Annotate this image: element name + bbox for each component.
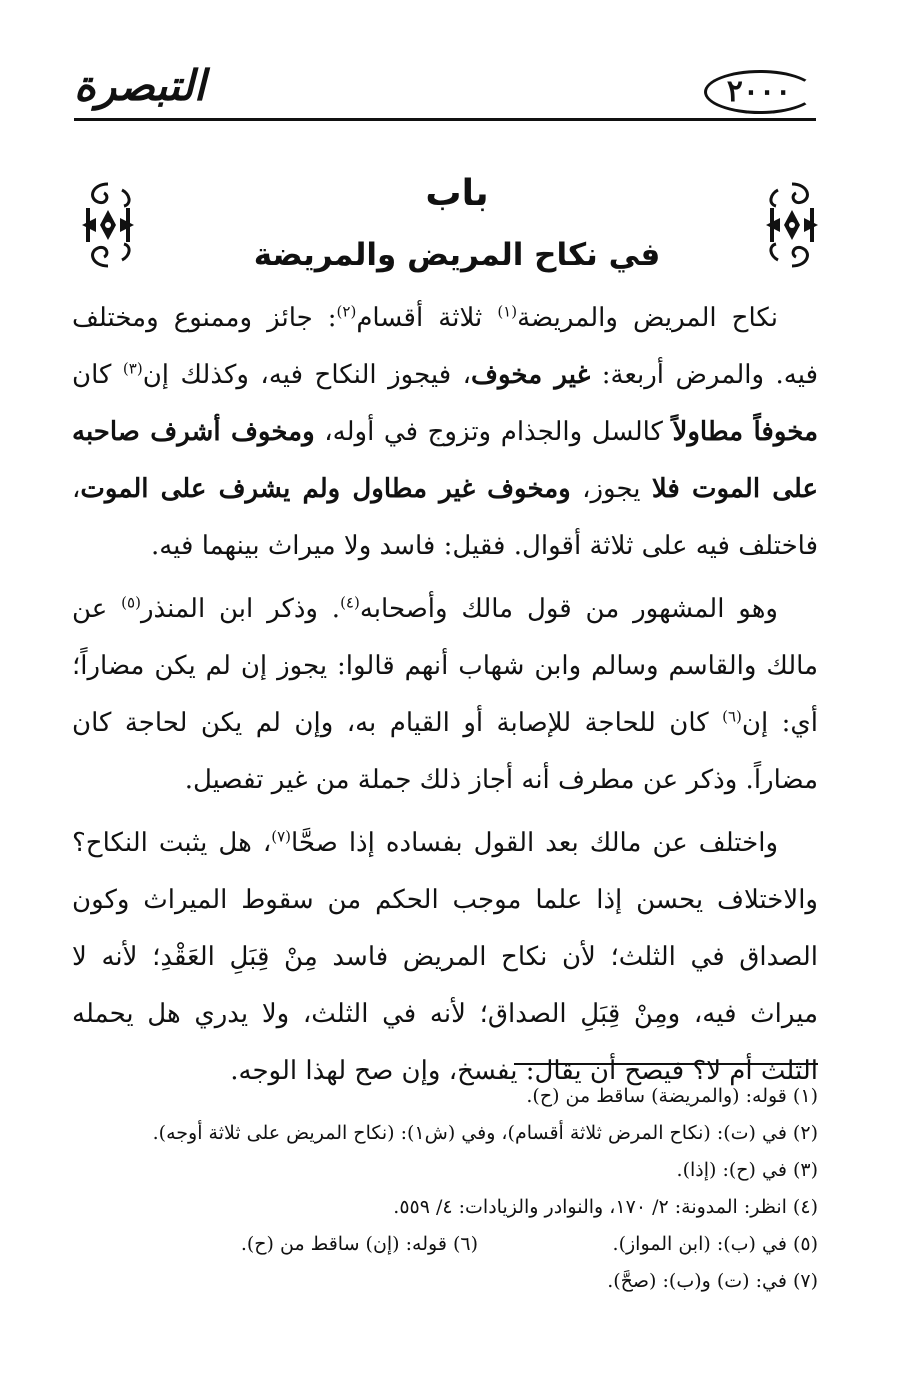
bold-term: ومخوف أشرف صاحبه على الموت فلا <box>72 417 818 504</box>
running-title: التبصرة <box>74 61 206 110</box>
footnote-ref: (٤) <box>340 593 360 612</box>
text-run: ، فاختلف فيه على ثلاثة أقوال. <box>72 474 818 561</box>
footnote-ref: (٣) <box>122 359 143 378</box>
text-run: . وذكر ابن المنذر <box>140 594 341 624</box>
bold-term: ومخوف غير مطاول ولم يشرف على الموت <box>80 474 571 504</box>
text-run: ثلاثة أقسام <box>356 303 498 333</box>
chapter-title: في نكاح المريض والمريضة <box>253 237 661 273</box>
text-run: عن مالك والقاسم وسالم وابن شهاب أنهم قالوا: يجوز إن لم يكن مضاراً؛ أي: إن <box>72 594 818 738</box>
chapter-word: باب <box>425 173 489 214</box>
footnote-ref: (٧) <box>271 827 291 846</box>
text-run: كالسل والجذام وتزوج في أوله، <box>314 417 673 447</box>
footnote-ref: (٥) <box>121 593 141 612</box>
paragraph-1 <box>72 290 818 575</box>
footnote-4: (٤) انظر: المدونة: ٢/ ١٧٠، والنوادر والزيادات: ٤/ ٥٥٩. <box>393 1196 818 1218</box>
header-rule <box>74 118 816 121</box>
paragraph-2 <box>72 581 818 809</box>
text-run: ، فيجوز النكاح فيه، وكذلك إن <box>142 360 472 390</box>
body-text <box>72 290 818 1106</box>
footnote-5: (٥) في (ب): (ابن المواز). <box>612 1233 818 1255</box>
footnote-2: (٢) في (ت): (نكاح المرض ثلاثة أقسام)، وفي (ش١): (نكاح المريض على ثلاثة أوجه). <box>152 1122 818 1144</box>
page-number: ٢٠٠٠ <box>726 74 792 109</box>
footnote-7: (٧) في: (ت) و(ب): (صحَّ). <box>607 1270 818 1292</box>
footnotes <box>72 1078 818 1300</box>
paragraph-3 <box>72 815 818 1100</box>
footnote-rule <box>514 1063 818 1065</box>
text-run: يجوز، <box>570 474 652 504</box>
footnote-3: (٣) في (ح): (إذا). <box>676 1159 818 1181</box>
text-run: : جائز وممنوع ومختلف فيه. والمرض أربعة: <box>72 303 818 390</box>
footnote-1: (١) قوله: (والمريضة) ساقط من (ح). <box>526 1085 818 1107</box>
text-run: كان <box>72 360 123 390</box>
footnote-ref: (٢) <box>336 302 357 321</box>
text-run: وهو المشهور من قول مالك وأصحابه <box>359 594 778 624</box>
bold-term: غير مخوف <box>471 360 591 390</box>
footnote-ref: (١) <box>497 302 518 321</box>
footnote-6: (٦) قوله: (إن) ساقط من (ح). <box>240 1233 478 1255</box>
text-run: ، هل يثبت النكاح؟ والاختلاف يحسن إذا علما موجب الحكم من سقوط الميراث وكون الصداق في الثلث؛ لأن نكاح المريض فاسد مِنْ قِبَلِ العَقْدِ؛ لأنه لا ميراث فيه، ومِنْ قِبَلِ الصداق؛ لأنه في الثلث، ولا يدري هل يحمله الثلث أم لا؟ فيصح أن يقال: يفسخ، وإن صح لهذا الوجه. <box>72 828 818 1086</box>
text-run: فقيل: فاسد ولا ميراث بينهما فيه. <box>150 531 506 561</box>
bold-term: مخوفاً مطاولاً <box>672 417 819 447</box>
text-run: كان للحاجة للإصابة أو القيام به، وإن لم يكن لحاجة كان مضاراً. وذكر عن مطرف أنه أجاز ذلك جملة من غير تفصيل. <box>72 708 818 795</box>
text-run: واختلف عن مالك بعد القول بفساده إذا صحَّا <box>291 828 779 858</box>
footnote-ref: (٦) <box>722 707 742 726</box>
footnote-pair <box>72 1226 818 1263</box>
text-run: نكاح المريض والمريضة <box>517 303 778 333</box>
